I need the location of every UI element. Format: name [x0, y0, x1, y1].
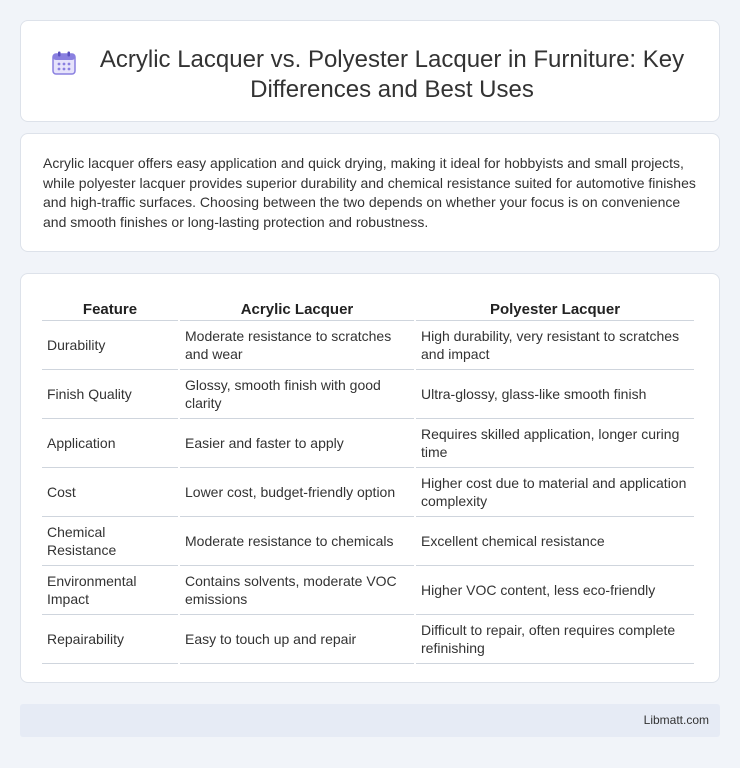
table-row — [42, 370, 694, 419]
table-row — [42, 615, 694, 664]
polyester-cell: Difficult to repair, often requires complete refinishing — [416, 615, 694, 664]
table-row — [42, 468, 694, 517]
acrylic-cell: Easy to touch up and repair — [180, 615, 414, 664]
acrylic-cell: Contains solvents, moderate VOC emissions — [180, 566, 414, 615]
polyester-cell: Higher VOC content, less eco-friendly — [416, 566, 694, 615]
comparison-card — [20, 273, 720, 683]
feature-cell: Application — [42, 419, 178, 468]
polyester-cell: Higher cost due to material and application complexity — [416, 468, 694, 517]
header-polyester: Polyester Lacquer — [416, 296, 694, 321]
polyester-cell: High durability, very resistant to scratches and impact — [416, 321, 694, 370]
feature-cell: Environmental Impact — [42, 566, 178, 615]
title-row — [21, 21, 719, 105]
calendar-icon — [51, 50, 77, 76]
acrylic-cell: Moderate resistance to scratches and wear — [180, 321, 414, 370]
acrylic-cell: Glossy, smooth finish with good clarity — [180, 370, 414, 419]
feature-cell: Repairability — [42, 615, 178, 664]
table-row — [42, 321, 694, 370]
feature-cell: Cost — [42, 468, 178, 517]
table-header-row — [42, 296, 694, 321]
comparison-table — [40, 296, 696, 664]
acrylic-cell: Moderate resistance to chemicals — [180, 517, 414, 566]
acrylic-cell: Easier and faster to apply — [180, 419, 414, 468]
feature-cell: Finish Quality — [42, 370, 178, 419]
header-acrylic: Acrylic Lacquer — [180, 296, 414, 321]
polyester-cell: Requires skilled application, longer curing time — [416, 419, 694, 468]
summary-card — [20, 133, 720, 252]
footer-bar — [20, 704, 720, 737]
feature-cell: Durability — [42, 321, 178, 370]
title-card — [20, 20, 720, 122]
table-row — [42, 517, 694, 566]
acrylic-cell: Lower cost, budget-friendly option — [180, 468, 414, 517]
header-feature: Feature — [42, 296, 178, 321]
table-row — [42, 419, 694, 468]
summary-paragraph: Acrylic lacquer offers easy application and quick drying, making it ideal for hobbyists and small projects, while polyester lacquer provides superior durability and chemical resistance suited for automotive finishes and high-traffic surfaces. Choosing between the two depends on whether your focus is on convenience and smooth finishes or long-lasting protection and robustness. — [43, 155, 696, 230]
polyester-cell: Excellent chemical resistance — [416, 517, 694, 566]
feature-cell: Chemical Resistance — [42, 517, 178, 566]
polyester-cell: Ultra-glossy, glass-like smooth finish — [416, 370, 694, 419]
page-title: Acrylic Lacquer vs. Polyester Lacquer in Furniture: Key Differences and Best Uses — [99, 46, 685, 103]
footer-brand-link[interactable]: Libmatt.com — [643, 713, 709, 727]
table-row — [42, 566, 694, 615]
